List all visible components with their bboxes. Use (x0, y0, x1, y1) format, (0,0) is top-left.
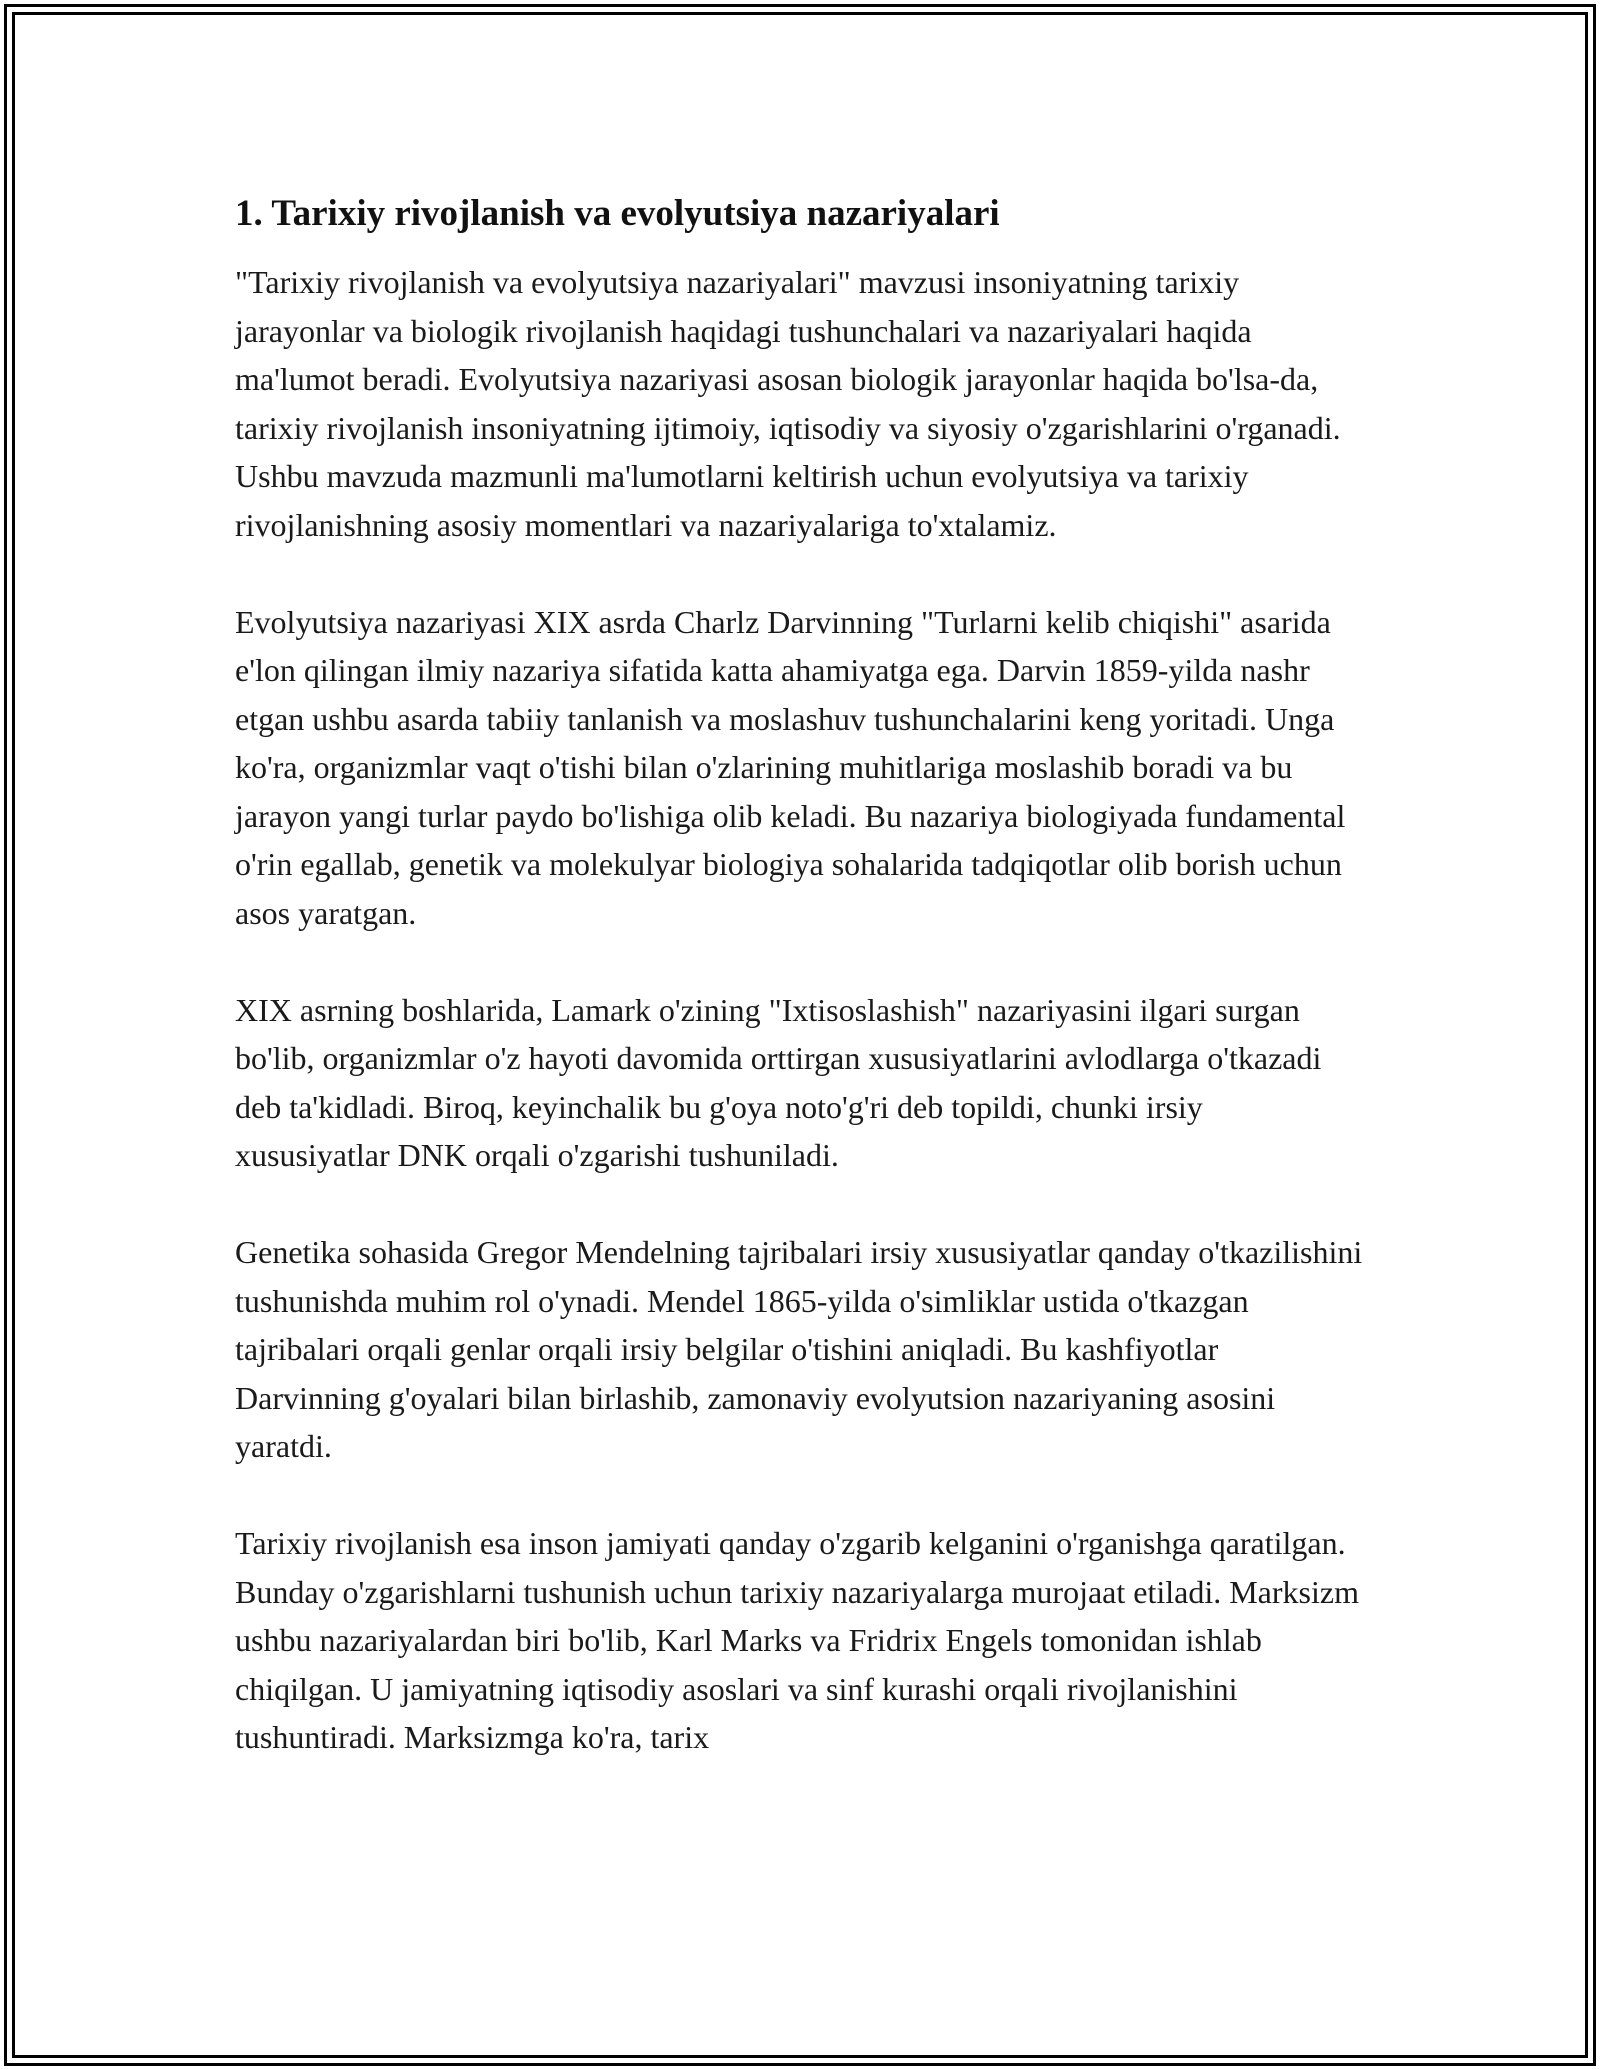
paragraph-intro: "Tarixiy rivojlanish va evolyutsiya nazariyalari" mavzusi insoniyatning tarixiy jarayonlar va biologik rivojlanish haqidagi tushunchalari va nazariyalari haqida ma'lumot beradi. Evolyutsiya nazariyasi asosan biologik jarayonlar haqida bo'lsa-da, tarixiy rivojlanish insoniyatning ijtimoiy, iqtisodiy va siyosiy o'zgarishlarini o'rganadi. Ushbu mavzuda mazmunli ma'lumotlarni keltirish uchun evolyutsiya va tarixiy rivojlanishning asosiy momentlari va nazariyalariga to'xtalamiz. (235, 264, 1341, 543)
paragraph-mendel: Genetika sohasida Gregor Mendelning tajribalari irsiy xususiyatlar qanday o'tkazilishini tushunishda muhim rol o'ynadi. Mendel 1865-yilda o'simliklar ustida o'tkazgan tajribalari orqali genlar orqali irsiy belgilar o'tishini aniqladi. Bu kashfiyotlar Darvinning g'oyalari bilan birlashib, zamonaviy evolyutsion nazariyaning asosini yaratdi. (235, 1234, 1363, 1464)
paragraph-darwin: Evolyutsiya nazariyasi XIX asrda Charlz Darvinning "Turlarni kelib chiqishi" asarida e'lon qilingan ilmiy nazariya sifatida katta ahamiyatga ega. Darvin 1859-yilda nashr etgan ushbu asarda tabiiy tanlanish va moslashuv tushunchalarini keng yoritadi. Unga ko'ra, organizmlar vaqt o'tishi bilan o'zlarining muhitlariga moslashib boradi va bu jarayon yangi turlar paydo bo'lishiga olib keladi. Bu nazariya biologiyada fundamental o'rin egallab, genetik va molekulyar biologiya sohalarida tadqiqotlar olib borish uchun asos yaratgan. (235, 603, 1346, 931)
document-body (235, 186, 1365, 1810)
paragraph-marxism: Tarixiy rivojlanish esa inson jamiyati qanday o'zgarib kelganini o'rganishga qaratilgan. Bunday o'zgarishlarni tushunish uchun tarixiy nazariyalarga murojaat etiladi. Marksizm ushbu nazariyalardan biri bo'lib, Karl Marks va Fridrix Engels tomonidan ishlab chiqilgan. U jamiyatning iqtisodiy asoslari va sinf kurashi orqali rivojlanishini tushuntiradi. Marksizmga ko'ra, tarix (235, 1525, 1359, 1755)
section-heading: 1. Tarixiy rivojlanish va evolyutsiya nazariyalari (235, 193, 1000, 234)
paragraph-lamarck: XIX asrning boshlarida, Lamark o'zining "Ixtisoslashish" nazariyasini ilgari surgan bo'lib, organizmlar o'z hayoti davomida orttirgan xususiyatlarini avlodlarga o'tkazadi deb ta'kidladi. Biroq, keyinchalik bu g'oya noto'g'ri deb topildi, chunki irsiy xususiyatlar DNK orqali o'zgarishi tushuniladi. (235, 991, 1322, 1173)
